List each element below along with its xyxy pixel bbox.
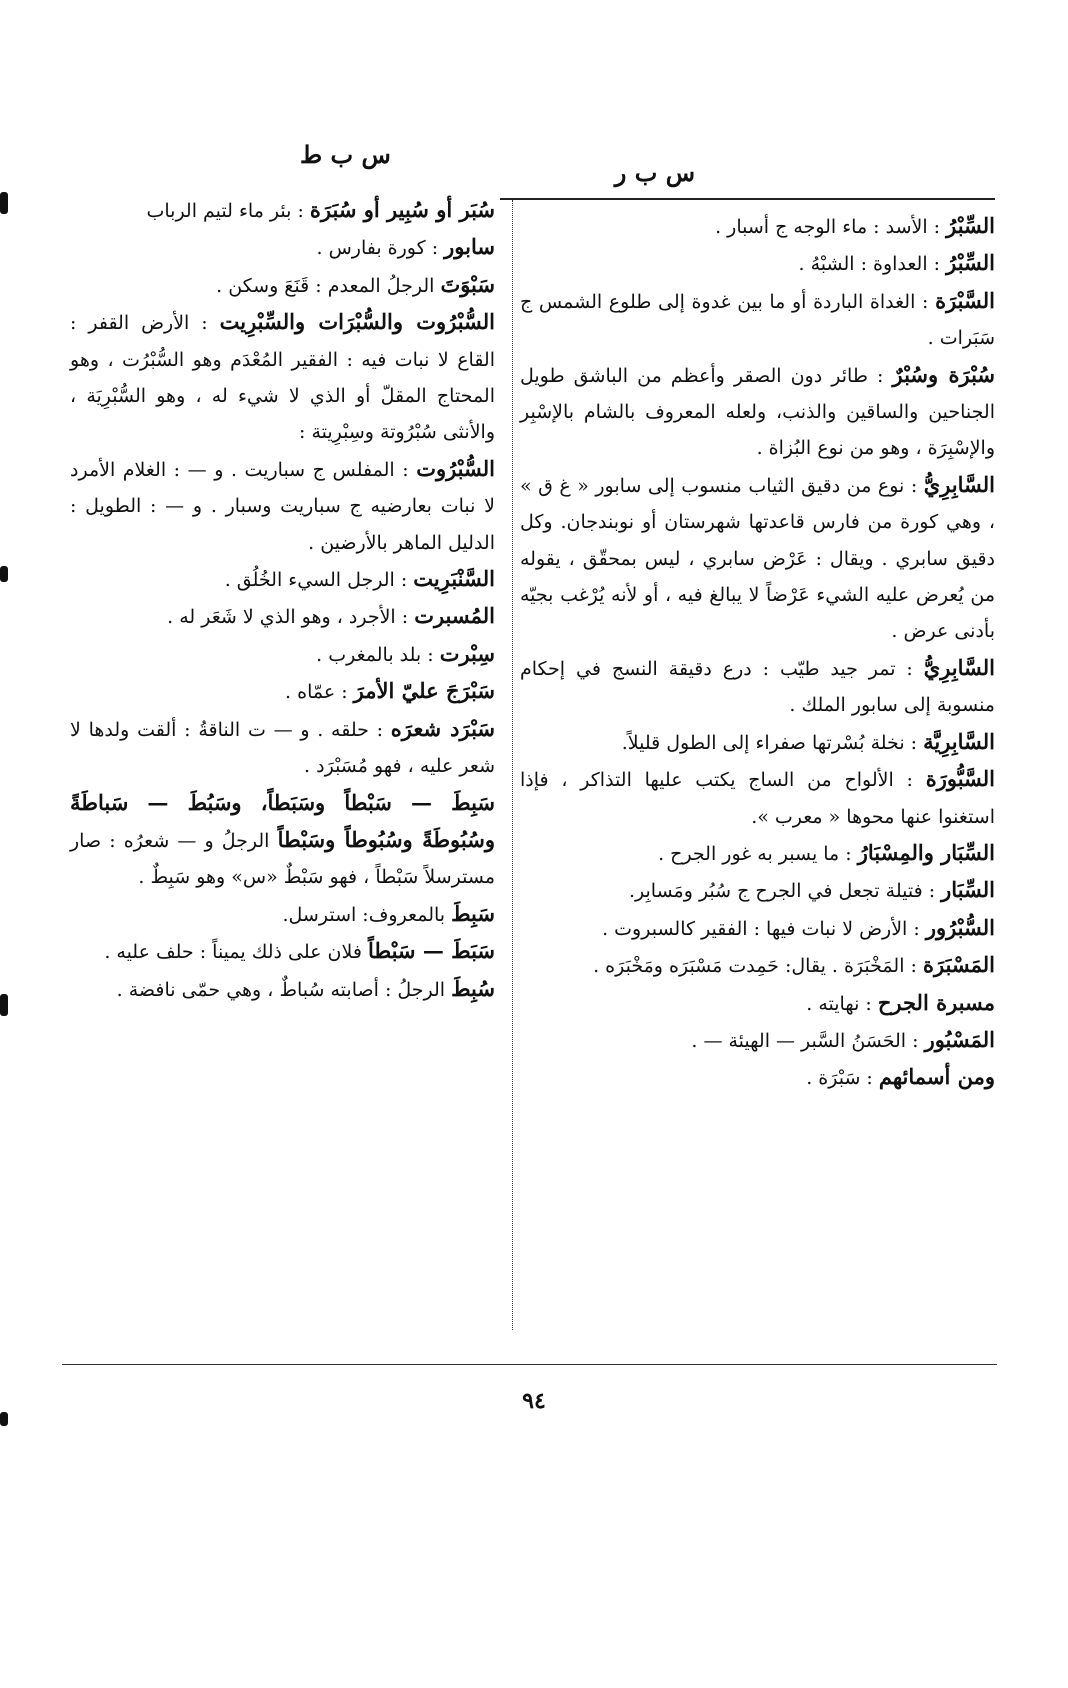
headword: سَبْرَد شعرَه: [390, 715, 496, 741]
dictionary-entry: [70, 785, 495, 896]
definition: : عمّاه .: [285, 681, 354, 704]
definition: : بئر ماء لتيم الرباب: [146, 200, 310, 222]
dictionary-entry: [520, 910, 995, 947]
header-rule: [500, 198, 995, 200]
headword: السِّبْرُ: [946, 213, 995, 238]
dictionary-entry: [70, 561, 495, 598]
headword: مسبرة الجرح: [877, 989, 995, 1015]
definition: : الأجرد ، وهو الذي لا شَعَر له .: [167, 606, 415, 629]
headword: السَّابِرِيُّ: [923, 471, 995, 497]
headword: السَّابِرِيَّة: [923, 728, 995, 754]
definition: : كورة بفارس .: [316, 237, 445, 260]
headword: السُّبْرُوت: [416, 455, 495, 481]
dictionary-entry: [70, 896, 495, 933]
dictionary-entry: [520, 985, 995, 1022]
headword: السَّبُّورَة: [925, 766, 995, 792]
definition: : تمر جيد طيّب : درع دقيقة النسج في إحكام منسوبة إلى سابور الملك .: [520, 657, 995, 717]
definition: : الرجل السيء الخُلُق .: [224, 569, 414, 592]
definition: : حلقه . و — ت الناقةُ : ألقت ولدها لا شعر عليه ، فهو مُسَبْرَد .: [70, 718, 495, 778]
headword: سابور: [444, 234, 495, 260]
headword: سُبْرَة وسُبْرٌ: [892, 361, 996, 387]
headword: المَسْبُور: [924, 1026, 995, 1052]
headword: سَبَطَ — سَبْطاً: [367, 938, 495, 964]
definition: : الغداة الباردة أو ما بين غدوة إلى طلوع الشمس ج سَبَرات .: [520, 290, 995, 350]
definition: : الأسد : ماء الوجه ج أسبار .: [715, 216, 947, 238]
definition: الرجلُ و — شعرُه : صار مسترسلاً سَبْطاً ، فهو سَبْطٌ «س» وهو سَبِطٌ .: [70, 829, 495, 889]
headword: سُبِطَ: [451, 975, 495, 1001]
dictionary-entry: [520, 357, 995, 467]
headword: سِبْرت: [439, 640, 495, 666]
headword: ومن أسمائهم: [878, 1064, 995, 1090]
definition: : الألواح من الساج يكتب عليها التذاكر ، فإذا استغنوا عنها محوها « معرب ».: [520, 769, 995, 828]
dictionary-entry: [70, 673, 495, 710]
dictionary-entry: [520, 245, 995, 282]
headword: سَبْرَجَ عليّ الأمرَ: [353, 678, 495, 704]
dictionary-entry: [520, 761, 995, 835]
page-number: ٩٤: [522, 1388, 546, 1414]
header-root-right: س ب ر: [614, 158, 695, 187]
dictionary-entry: [70, 933, 495, 970]
dictionary-entry: [520, 208, 995, 245]
definition: : نوع من دقيق الثياب منسوب إلى سابور « غ ق » ، وهي كورة من فارس قاعدتها شهرستان أو نوبندجان. وكل دقيق سابري . ويقال : عَرْض سابري ، ليس بمحقّق ، يقوله من يُعرض عليه الشيء عَرْضاً لا يبالغ فيه ، أو لأنه يُرْغب بجيّه بأدنى عرض .: [520, 474, 995, 643]
definition: : ما يسبر به غور الجرح .: [658, 842, 858, 865]
dictionary-entry: [70, 451, 495, 561]
definition: : المفلس ج سباريت . و — : الغلام الأمرد لا نبات بعارضيه ج سباريت وسبار . و — : الطويل : الدليل الماهر بالأرضين .: [70, 458, 495, 554]
headword: سَبِطَ: [451, 900, 495, 926]
dictionary-entry: [520, 1059, 995, 1096]
headword: السِّبَار: [941, 877, 995, 903]
dictionary-entry: [520, 872, 995, 909]
dictionary-entry: [70, 636, 495, 673]
dictionary-entry: [70, 304, 495, 451]
headword: سَبْوَتَ: [440, 271, 495, 297]
definition: الرجلُ المعدم : قَنَعَ وسكن .: [216, 274, 441, 297]
definition: : الحَسَنُ السَّبر — الهيئة — .: [691, 1029, 925, 1052]
right-column: [520, 208, 995, 1097]
scan-edge-mark: [0, 994, 8, 1016]
scan-edge-mark: [0, 192, 8, 214]
definition: : الأرض لا نبات فيها : الفقير كالسبروت .: [602, 917, 926, 940]
headword: السَّبْرَة: [935, 287, 995, 313]
definition: الرجلُ : أصابته سُباطٌ ، وهي حمّى نافضة .: [116, 978, 452, 1001]
headword: السِّبَار والمِسْبَارُ: [857, 839, 995, 865]
dictionary-entry: [70, 971, 495, 1008]
definition: بالمعروف: استرسل.: [282, 903, 452, 926]
definition: : بلد بالمغرب .: [316, 643, 440, 666]
headword: سَبِطَ — سَبْطاً وسَبَطاً، وسَبُطَ — سَباطَةً وسُبُوطَةً وسُبُوطاً وسَبْطاً: [70, 789, 495, 852]
definition: : الأرض القفر : القاع لا نبات فيه : الفقير المُعْدَم وهو السُّبْرُت ، وهو المحتاج المقلّ أو الذي لا شيء له ، وهو السُّبْرِيَة ، والأنثى سُبْرُوتة وسِبْرِيتة :: [70, 312, 495, 444]
column-divider: [512, 200, 513, 1330]
definition: : سَبْرَة .: [806, 1067, 879, 1090]
headword: السَّنْبَرِيت: [413, 566, 495, 592]
definition: : نخلة بُسْرتها صفراء إلى الطول قليلاً.: [621, 731, 924, 754]
scan-edge-mark: [0, 1412, 8, 1426]
dictionary-entry: [520, 283, 995, 357]
dictionary-entry: [70, 598, 495, 635]
headword: المَسْبَرَة: [922, 952, 995, 978]
headword: السَّابِرِيُّ: [923, 654, 995, 680]
headword: السُّبْرُور: [925, 914, 995, 940]
dictionary-entry: [520, 835, 995, 872]
definition: : طائر دون الصقر وأعظم من الباشق طويل الجناحين والساقين والذنب، ولعله المعروف بالشام بالإسْبِر والإسْبِرَة ، وهو من نوع البُزاة .: [520, 364, 995, 460]
dictionary-entry: [70, 711, 495, 785]
dictionary-entry: [70, 267, 495, 304]
headword: المُسبرت: [414, 603, 495, 629]
dictionary-entry: [520, 1022, 995, 1059]
header-root-left: س ب ط: [300, 140, 391, 169]
dictionary-entry: [70, 192, 495, 229]
dictionary-entry: [70, 229, 495, 266]
page-header: [60, 140, 995, 200]
dictionary-entry: [520, 650, 995, 724]
definition: : نهايته .: [806, 992, 878, 1015]
headword: السُّبْرُوت والسُّبْرَات والسِّبْرِيت: [219, 309, 495, 335]
headword: سُبَر أو سُبِير أو سُبَرَة: [309, 197, 495, 222]
dictionary-entry: [520, 947, 995, 984]
definition: : فتيلة تجعل في الجرح ج سُبُر ومَسابِر.: [629, 880, 942, 903]
scan-edge-mark: [0, 566, 8, 582]
dictionary-entry: [520, 724, 995, 761]
definition: : العداوة : الشبْهُ .: [798, 253, 947, 276]
headword: السِّبْرُ: [946, 250, 995, 276]
footer-rule: [62, 1364, 997, 1365]
dictionary-entry: [520, 467, 995, 650]
definition: فلان على ذلك يميناً : حلف عليه .: [104, 941, 368, 964]
definition: : المَخْبَرَة . يقال: حَمِدت مَسْبَرَه ومَخْبَرَه .: [593, 955, 923, 978]
left-column: [70, 192, 495, 1008]
